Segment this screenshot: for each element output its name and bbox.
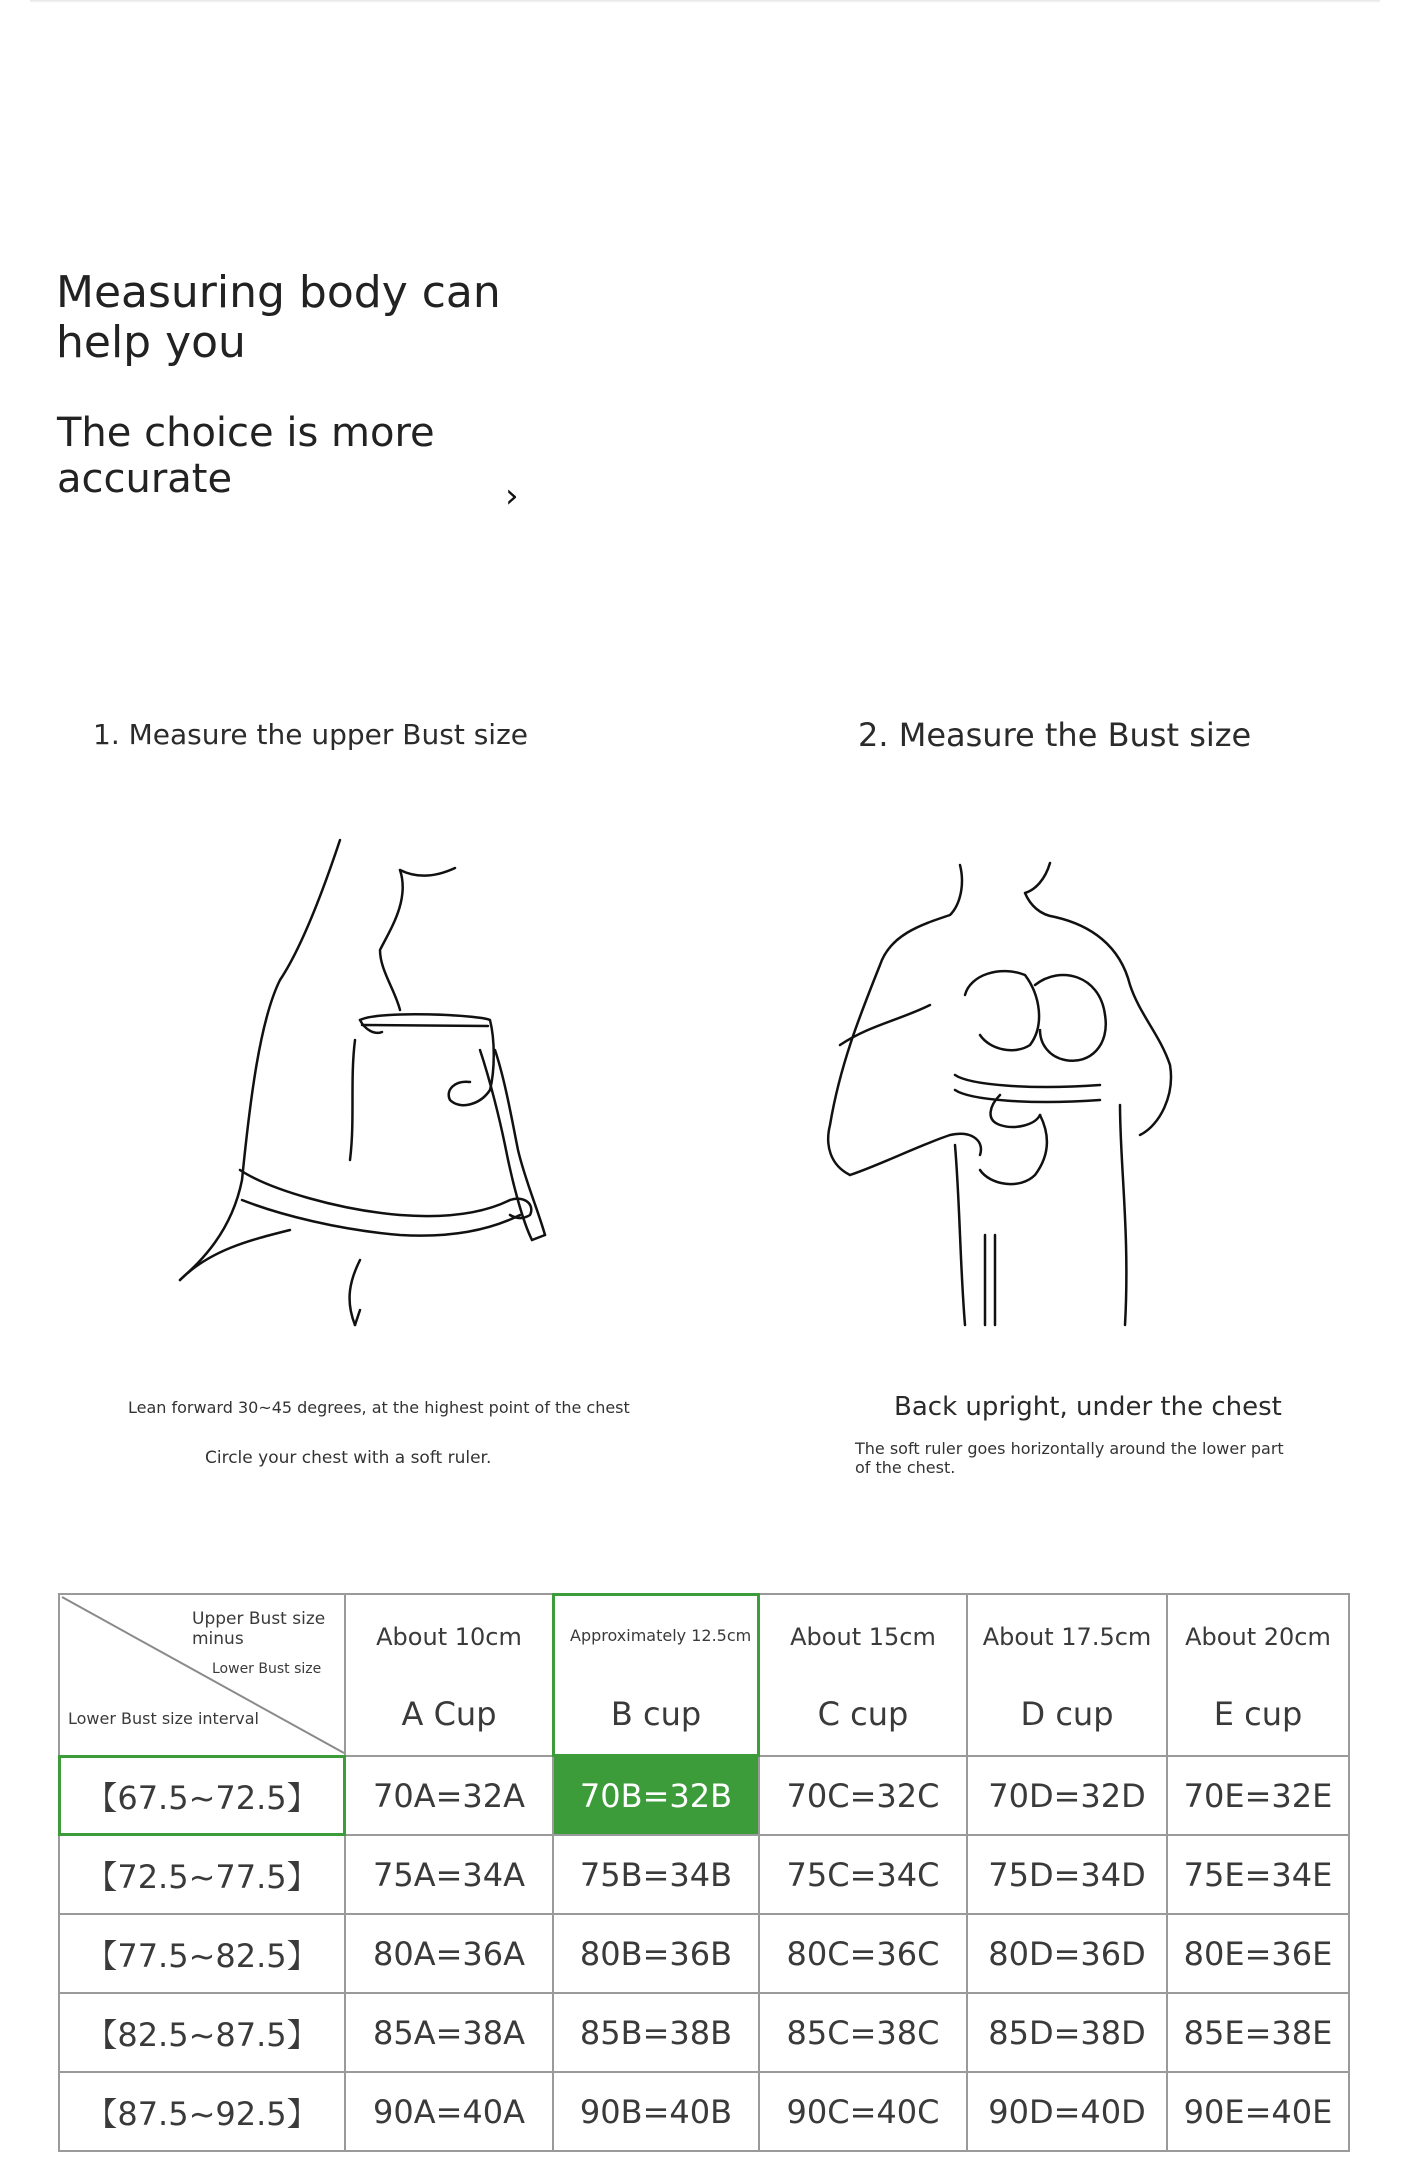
size-cell: 90E=40E [1167, 2072, 1349, 2151]
step-2-caption-ruler: The soft ruler goes horizontally around the lower part of the chest. [855, 1439, 1284, 1477]
column-diff-label: About 15cm [790, 1623, 936, 1651]
size-cell: 75E=34E [1167, 1835, 1349, 1914]
step-2-title: 2. Measure the Bust size [858, 716, 1252, 754]
size-cell: 85E=38E [1167, 1993, 1349, 2072]
step-1-caption-angle: Lean forward 30~45 degrees, at the highest point of the chest [128, 1398, 630, 1417]
size-cell: 85B=38B [553, 1993, 759, 2072]
row-range-cell: 【82.5~87.5】 [59, 1993, 345, 2072]
row-range-cell: 【77.5~82.5】 [59, 1914, 345, 1993]
corner-interval-label: Lower Bust size interval [68, 1709, 259, 1728]
size-cell: 75D=34D [967, 1835, 1167, 1914]
table-corner-cell [59, 1594, 345, 1756]
column-header-d [967, 1594, 1167, 1756]
size-chart-table [58, 1593, 1350, 2152]
table-row [59, 1993, 1349, 2072]
size-cell: 80C=36C [759, 1914, 967, 1993]
column-header-a [345, 1594, 553, 1756]
column-header-b [553, 1594, 759, 1756]
step-1-caption-ruler: Circle your chest with a soft ruler. [205, 1448, 492, 1468]
size-cell: 80B=36B [553, 1914, 759, 1993]
under-bust-measurement-illustration [800, 845, 1220, 1349]
size-cell: 85C=38C [759, 1993, 967, 2072]
table-row [59, 2072, 1349, 2151]
step-2-caption-posture: Back upright, under the chest [894, 1392, 1282, 1422]
step-1-title: 1. Measure the upper Bust size [93, 718, 529, 751]
column-diff-label: About 17.5cm [982, 1623, 1152, 1651]
upper-bust-measurement-illustration [150, 820, 570, 1344]
size-cell: 75A=34A [345, 1835, 553, 1914]
chevron-right-icon: › [505, 476, 519, 516]
size-cell: 85D=38D [967, 1993, 1167, 2072]
size-cell: 75B=34B [553, 1835, 759, 1914]
size-cell: 90D=40D [967, 2072, 1167, 2151]
row-range-cell: 【87.5~92.5】 [59, 2072, 345, 2151]
size-cell: 90C=40C [759, 2072, 967, 2151]
corner-upper-bust-label: Upper Bust size minus [192, 1609, 326, 1649]
column-diff-label: About 20cm [1185, 1623, 1331, 1651]
column-cup-label: C cup [817, 1695, 909, 1733]
table-row [59, 1914, 1349, 1993]
size-cell: 90B=40B [553, 2072, 759, 2151]
column-diff-label: About 10cm [376, 1623, 522, 1651]
size-cell: 85A=38A [345, 1993, 553, 2072]
column-cup-label: A Cup [401, 1695, 497, 1733]
size-cell: 70D=32D [967, 1756, 1167, 1835]
intro-headline: Measuring body can help you [56, 267, 501, 368]
row-range-cell: 【72.5~77.5】 [59, 1835, 345, 1914]
size-cell: 70E=32E [1167, 1756, 1349, 1835]
table-row [59, 1756, 1349, 1835]
size-cell: 75C=34C [759, 1835, 967, 1914]
size-cell-highlighted: 70B=32B [553, 1756, 759, 1835]
table-row [59, 1835, 1349, 1914]
column-cup-label: E cup [1213, 1695, 1303, 1733]
top-divider [30, 0, 1380, 3]
corner-lower-bust-label: Lower Bust size [212, 1661, 322, 1677]
size-cell: 80A=36A [345, 1914, 553, 1993]
column-header-e [1167, 1594, 1349, 1756]
intro-subline: The choice is more accurate [57, 410, 435, 502]
table-header-row [59, 1594, 1349, 1756]
size-cell: 70C=32C [759, 1756, 967, 1835]
size-cell: 80D=36D [967, 1914, 1167, 1993]
size-cell: 70A=32A [345, 1756, 553, 1835]
column-cup-label: B cup [610, 1695, 702, 1733]
size-cell: 80E=36E [1167, 1914, 1349, 1993]
column-diff-label: Approximately 12.5cm [570, 1626, 752, 1645]
column-header-c [759, 1594, 967, 1756]
row-range-cell: 【67.5~72.5】 [59, 1756, 345, 1835]
size-cell: 90A=40A [345, 2072, 553, 2151]
column-cup-label: D cup [1020, 1695, 1114, 1733]
